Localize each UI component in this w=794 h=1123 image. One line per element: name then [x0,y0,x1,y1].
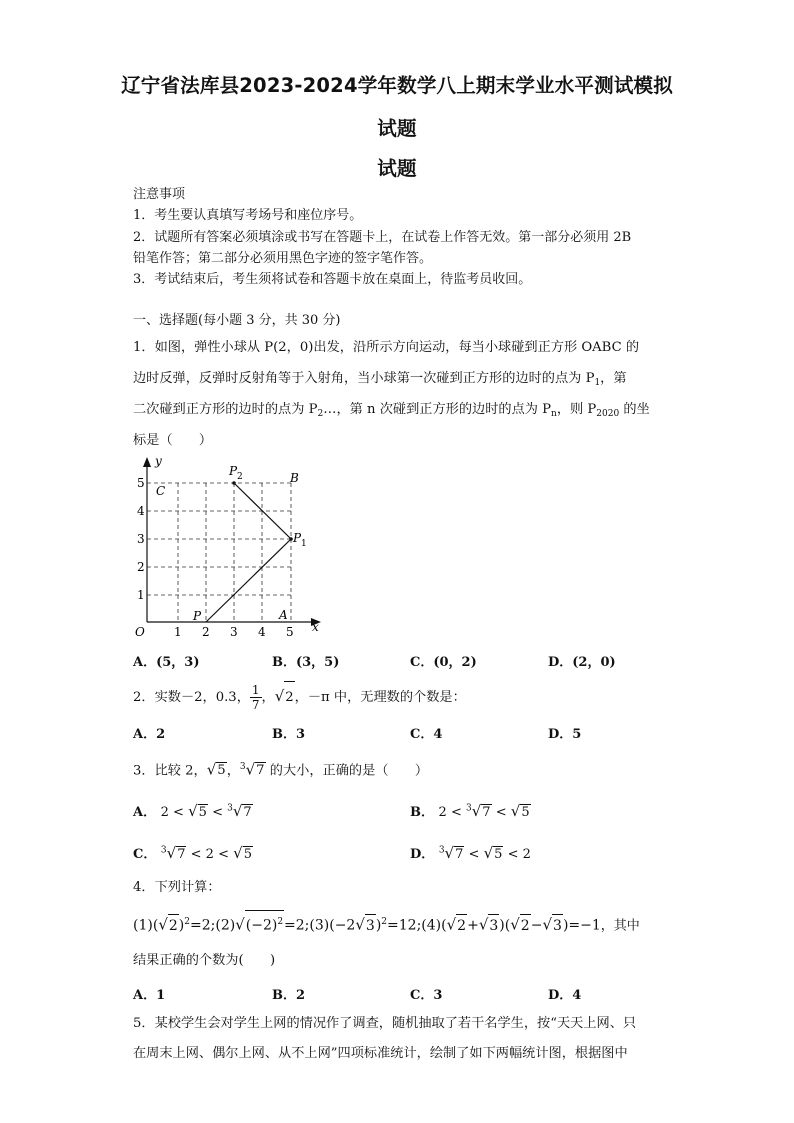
q1-option-d[interactable]: D．(2，0) [548,655,616,670]
label-p1-sub: 1 [301,539,307,549]
page-title: 辽宁省法库县2023-2024学年数学八上期末学业水平测试模拟 [121,74,673,97]
q4-stem: 4．下列计算： [133,880,221,895]
note-1: 1．考生要认真填写考场号和座位序号。 [133,208,363,223]
q3-stem: 3．比较 2，√5，$^3$√7 的大小，正确的是（ ） [133,760,429,779]
q1-figure [125,455,335,645]
q2-fraction: $\frac{1}{7}$ [251,683,260,712]
q5-line2: 在周末上网、偶尔上网、从不上网”四项标准统计，绘制了如下两幅统计图，根据图中 [133,1046,628,1061]
q2-option-a[interactable]: A．2 [133,727,166,742]
y-tick-5: 5 [137,476,145,490]
y-tick-4: 4 [137,504,145,518]
q4-expression: $(1)(√2)^2=2;(2)√(-2)^2=2;(3)(-2√3)^2=12;(4)(√2+√3)(√2-√3)=-1$，其中 [133,910,640,938]
x-tick-1: 1 [174,625,182,639]
label-p2: P [229,464,238,478]
q4-option-a[interactable]: A．1 [133,988,166,1003]
note-2a: 2．试题所有答案必须填涂或书写在答题卡上，在试卷上作答无效。第一部分必须用 2B [133,230,632,245]
q3-option-c[interactable]: C． $^3$√7 < 2 < √5 [133,844,252,862]
q1-line4: 标是（ ） [133,433,213,448]
grid-lines [147,483,291,622]
q1-line2: 边时反弹，反弹时反射角等于入射角，当小球第一次碰到正方形的边时的点为 $P_1$，第 [133,371,627,388]
q1-line1: 1．如图，弹性小球从 P(2，0)出发，沿所示方向运动，每当小球碰到正方形 OABC 的 [133,340,640,355]
y-tick-1: 1 [137,588,145,602]
q1-option-c[interactable]: C．(0，2) [410,655,477,670]
q3-option-d[interactable]: D． $^3$√7 < √5 < 2 [410,844,531,862]
q2-stem: 2．实数－2，0.3， $\frac{1}{7}$ ，√2，－π 中，无理数的个数是： [133,683,466,712]
section-heading: 一、选择题(每小题 3 分，共 30 分) [133,313,341,328]
q3-option-b[interactable]: B． 2 < $^3$√7 < √5 [410,802,530,820]
q4-option-b[interactable]: B．2 [272,988,306,1003]
q3-option-a[interactable]: A． 2 < √5 < $^3$√7 [133,802,252,820]
y-tick-3: 3 [137,532,145,546]
q4-line3: 结果正确的个数为( ) [133,953,276,968]
x-tick-4: 4 [258,625,266,639]
x-tick-2: 2 [202,625,210,639]
q1-line3: 二次碰到正方形的边时的点为 $P_2\dots$，第 n 次碰到正方形的边时的点为 $P_n$，则 $P_{2020}$ 的坐 [133,402,650,419]
label-p: P [193,609,202,623]
label-p2-sub: 2 [237,472,243,482]
point-p2 [232,481,236,485]
note-3: 3．考试结束后，考生须将试卷和答题卡放在桌面上，待监考员收回。 [133,272,532,287]
page-subtitle: 试题 [377,157,417,180]
q5-line1: 5．某校学生会对学生上网的情况作了调查，随机抽取了若干名学生，按“天天上网、只 [133,1016,637,1031]
origin-label: O [135,625,145,639]
note-2b: 铅笔作答；第二部分必须用黑色字迹的签字笔作答。 [133,251,433,266]
q2-option-b[interactable]: B．3 [272,727,306,742]
q2-option-d[interactable]: D．5 [548,727,582,742]
x-axis-label: x [312,620,319,634]
q4-option-c[interactable]: C．3 [410,988,443,1003]
q1-option-b[interactable]: B．(3，5) [272,655,340,670]
y-axis-label: y [155,455,162,468]
q4-option-d[interactable]: D．4 [548,988,582,1003]
label-b: B [290,471,299,485]
q1-option-a[interactable]: A．(5，3) [133,655,200,670]
label-p1: P [293,531,302,545]
label-a: A [279,608,288,622]
q2-option-c[interactable]: C．4 [410,727,443,742]
page-title-line2: 试题 [377,117,417,140]
x-tick-5: 5 [286,625,294,639]
x-tick-3: 3 [230,625,238,639]
ball-path [206,483,291,622]
notes-heading: 注意事项 [133,187,186,202]
label-c: C [156,484,166,498]
y-tick-2: 2 [137,560,145,574]
y-axis-arrow [143,457,151,467]
